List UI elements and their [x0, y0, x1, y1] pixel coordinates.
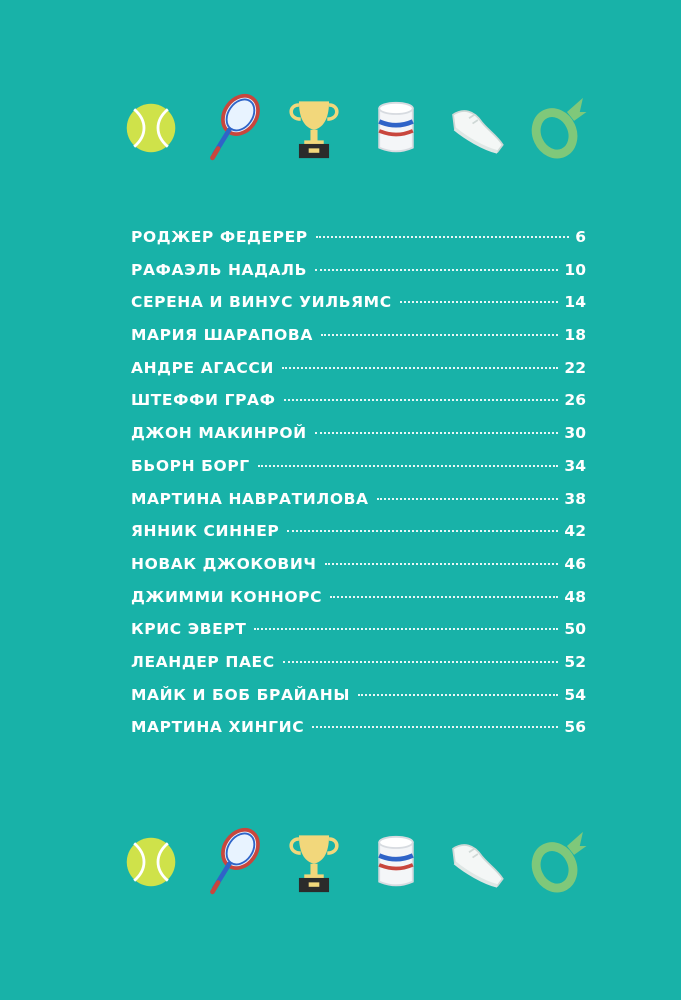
toc-entry-title: МАРИЯ ШАРАПОВА: [131, 326, 313, 345]
toc-entry-page-number: 56: [564, 718, 586, 737]
dot-leader: [284, 399, 559, 401]
dot-leader: [321, 334, 558, 336]
toc-entry-title: ДЖОН МАКИНРОЙ: [131, 424, 307, 443]
toc-entry-page-number: 48: [564, 587, 586, 606]
toc-entry-page-number: 50: [564, 620, 586, 639]
toc-entry[interactable]: [131, 359, 586, 392]
toc-entry-page-number: 6: [575, 228, 586, 246]
dot-leader: [287, 530, 558, 532]
toc-entry[interactable]: [131, 620, 586, 653]
tennis-ball-icon: [120, 88, 182, 168]
toc-entry-page-number: 18: [564, 326, 586, 345]
bottom-icon-row: [120, 822, 590, 902]
table-of-contents: [131, 228, 586, 751]
toc-entry-page-number: 14: [564, 293, 586, 312]
dot-leader: [400, 301, 559, 303]
dot-leader: [377, 498, 559, 500]
toc-entry-page-number: 46: [564, 554, 586, 573]
dot-leader: [258, 465, 559, 467]
dot-leader: [358, 694, 558, 696]
toc-entry-title: ДЖИММИ КОННОРС: [131, 587, 323, 606]
toc-entry-title: ЯННИК СИННЕР: [131, 522, 280, 541]
toc-entry-page-number: 38: [564, 489, 586, 508]
toc-entry-title: КРИС ЭВЕРТ: [131, 620, 247, 639]
toc-entry[interactable]: [131, 293, 586, 326]
toc-entry[interactable]: [131, 686, 586, 719]
toc-entry[interactable]: [131, 261, 586, 294]
toc-entry-title: ШТЕФФИ ГРАФ: [131, 391, 276, 410]
wristband-icon: [365, 822, 427, 902]
toc-entry[interactable]: [131, 457, 586, 490]
toc-entry-title: НОВАК ДЖОКОВИЧ: [131, 554, 317, 573]
dot-leader: [254, 628, 558, 630]
toc-entry-title: ЛЕАНДЕР ПАЕС: [131, 652, 275, 671]
toc-entry[interactable]: [131, 522, 586, 555]
toc-entry[interactable]: [131, 490, 586, 523]
toc-entry-title: СЕРЕНА И ВИНУС УИЛЬЯМС: [131, 293, 392, 312]
toc-entry-title: РОДЖЕР ФЕДЕРЕР: [131, 228, 308, 246]
dot-leader: [330, 596, 558, 598]
toc-entry[interactable]: [131, 391, 586, 424]
toc-entry-page-number: 22: [564, 358, 586, 377]
toc-entry-title: АНДРЕ АГАССИ: [131, 358, 274, 377]
sneaker-icon: [446, 822, 508, 902]
dot-leader: [325, 563, 559, 565]
toc-entry-title: МАРТИНА ХИНГИС: [131, 718, 305, 737]
toc-entry-page-number: 26: [564, 391, 586, 410]
tennis-racket-icon: [202, 822, 264, 902]
toc-entry[interactable]: [131, 653, 586, 686]
dot-leader: [283, 661, 559, 663]
toc-entry-page-number: 30: [564, 424, 586, 443]
toc-entry-title: РАФАЭЛЬ НАДАЛЬ: [131, 260, 308, 279]
dot-leader: [316, 236, 569, 238]
toc-entry-page-number: 52: [564, 652, 586, 671]
toc-entry[interactable]: [131, 424, 586, 457]
dot-leader: [312, 726, 558, 728]
bandana-icon: [528, 88, 590, 168]
toc-entry[interactable]: [131, 555, 586, 588]
dot-leader: [282, 367, 559, 369]
toc-entry[interactable]: [131, 326, 586, 359]
dot-leader: [315, 269, 558, 271]
tennis-racket-icon: [202, 88, 264, 168]
toc-entry[interactable]: [131, 718, 586, 751]
wristband-icon: [365, 88, 427, 168]
toc-entry-page-number: 54: [564, 685, 586, 704]
top-icon-row: [120, 88, 590, 168]
bandana-icon: [528, 822, 590, 902]
toc-entry-page-number: 42: [564, 522, 586, 541]
toc-entry[interactable]: [131, 588, 586, 621]
toc-entry-title: БЬОРН БОРГ: [131, 456, 250, 475]
toc-entry-page-number: 34: [564, 456, 586, 475]
toc-entry-title: МАЙК И БОБ БРАЙАНЫ: [131, 685, 350, 704]
tennis-ball-icon: [120, 822, 182, 902]
trophy-icon: [283, 88, 345, 168]
dot-leader: [315, 432, 559, 434]
toc-entry-page-number: 10: [564, 260, 586, 279]
toc-entry-title: МАРТИНА НАВРАТИЛОВА: [131, 489, 369, 508]
toc-entry[interactable]: [131, 228, 586, 261]
trophy-icon: [283, 822, 345, 902]
sneaker-icon: [446, 88, 508, 168]
